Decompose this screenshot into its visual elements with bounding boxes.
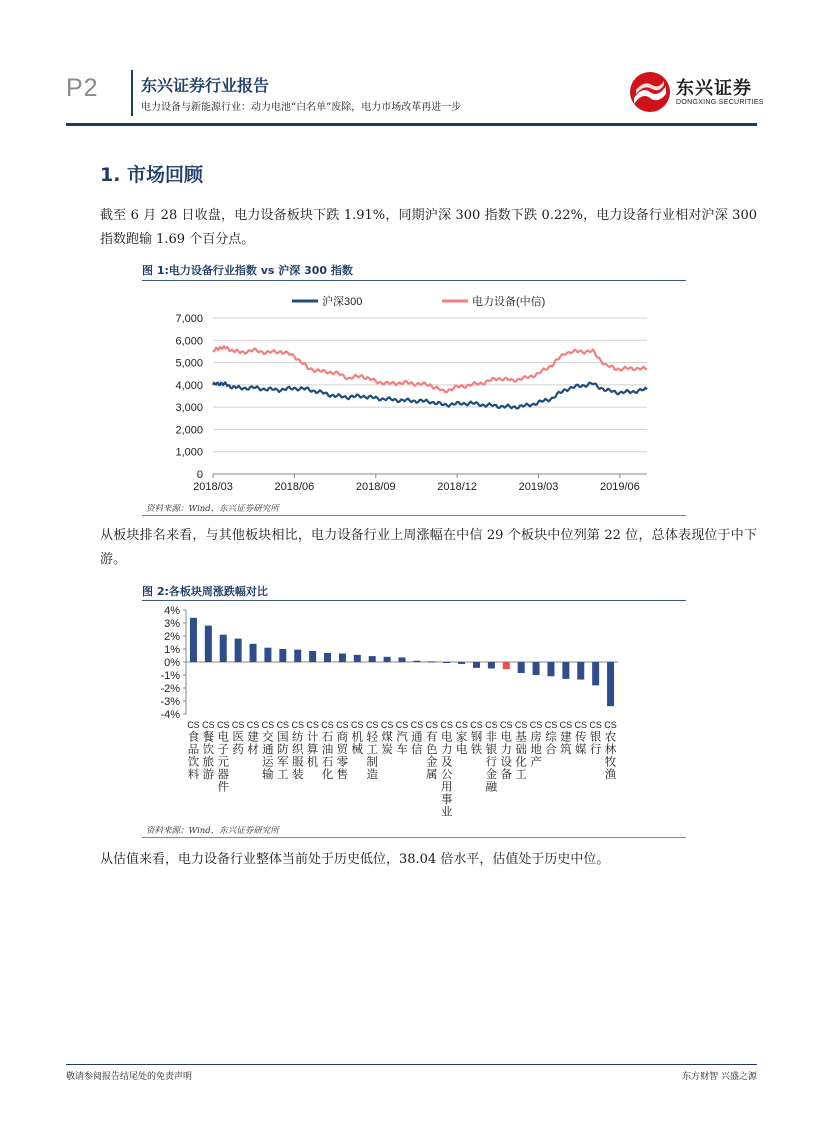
legend-label: 沪深300 (322, 296, 363, 308)
category-label: CS 传媒 (574, 720, 588, 756)
logo-mark-icon (630, 72, 670, 112)
bar-13 (384, 657, 391, 662)
category-label: CS 食品饮料 (187, 720, 200, 781)
footer-rule (66, 1064, 757, 1065)
header-rule (66, 123, 757, 126)
category-label: CS 电力及公用事业 (440, 720, 453, 819)
bar-9 (324, 653, 331, 662)
figure-1-rule (142, 280, 686, 281)
category-label: CS 房地产 (529, 720, 543, 769)
bar-28 (607, 662, 614, 706)
y-tick-label: -2% (160, 683, 180, 695)
paragraph-2: 从板块排名来看，与其他板块相比，电力设备行业上周涨幅在中信 29 个板块中位列第 22 位，总体表现位于中下游。 (100, 528, 757, 567)
bar-16 (428, 661, 435, 662)
section-title: 1. 市场回顾 (100, 164, 204, 186)
category-label: CS 综合 (544, 720, 558, 756)
category-label: CS 煤炭 (380, 720, 394, 756)
bar-8 (309, 651, 316, 662)
bar-14 (399, 657, 406, 662)
bar-15 (413, 661, 420, 662)
bar-7 (294, 650, 301, 662)
x-tick-label: 2018/12 (437, 481, 478, 493)
category-label: CS 商贸零售 (336, 720, 349, 781)
y-tick-label: 4% (164, 605, 180, 617)
category-label: CS 国防军工 (276, 720, 290, 781)
category-label: CS 计算机 (306, 720, 319, 769)
bar-24 (547, 662, 554, 676)
footer-slogan: 东方财智 兴盛之源 (682, 1072, 757, 1082)
bar-10 (339, 654, 346, 662)
y-tick-label: -4% (160, 709, 180, 721)
category-label: CS 建材 (246, 720, 260, 756)
category-label: CS 轻工制造 (365, 720, 379, 781)
y-tick-label: 6,000 (175, 335, 203, 348)
bar-4 (250, 644, 257, 662)
y-tick-label: 2% (164, 631, 180, 643)
category-label: CS 交通运输 (261, 720, 275, 781)
bar-20 (488, 662, 495, 669)
y-tick-label: 1% (164, 644, 180, 656)
bar-6 (279, 649, 286, 662)
category-label: CS 通信 (410, 720, 424, 756)
legend-label: 电力设备(中信) (472, 296, 546, 308)
y-tick-label: 1,000 (175, 446, 203, 459)
category-label: CS 汽车 (395, 720, 409, 756)
company-logo (630, 68, 764, 114)
y-tick-label: 3,000 (175, 402, 203, 415)
category-label: CS 医药 (231, 720, 245, 756)
category-label: CS 餐饮旅游 (202, 720, 215, 781)
figure-2-rule (142, 600, 686, 601)
figure-2-title: 图 2:各板块周涨跌幅对比 (142, 585, 268, 598)
figure-1-source: 资料来源：Wind，东兴证券研究所 (146, 504, 279, 514)
page-number: P2 (66, 74, 99, 102)
category-label: CS 建筑 (559, 720, 573, 756)
paragraph-1: 截至 6 月 28 日收盘，电力设备板块下跌 1.91%，同期沪深 300 指数下跌 0.22%，电力设备行业相对沪深 300 指数跑输 1.69 个百分点。 (100, 208, 757, 247)
category-label: CS 农林牧渔 (604, 720, 617, 781)
y-tick-label: 0% (164, 657, 180, 669)
category-label: CS 石油石化 (321, 720, 334, 781)
category-label: CS 有色金属 (425, 720, 439, 781)
bar-17 (443, 662, 450, 663)
figure-2-bottom-rule (142, 837, 686, 838)
bar-25 (562, 662, 569, 679)
x-tick-label: 2019/03 (518, 481, 559, 493)
bar-2 (220, 635, 227, 662)
bar-27 (592, 662, 599, 685)
bar-0 (190, 618, 197, 662)
figure-2-source: 资料来源：Wind，东兴证券研究所 (146, 826, 279, 836)
x-tick-label: 2018/03 (193, 481, 233, 493)
bar-chart (142, 602, 686, 820)
y-tick-label: 3% (164, 618, 180, 630)
y-tick-label: -3% (160, 696, 180, 708)
logo-text-en: DONGXING SECURITIES (676, 99, 764, 106)
header-divider (131, 70, 133, 116)
report-title: 东兴证券行业报告 (141, 76, 270, 95)
footer-disclaimer: 敬请参阅报告结尾处的免责声明 (66, 1072, 193, 1082)
paragraph-3: 从估值来看，电力设备行业整体当前处于历史低位，38.04 倍水平，估值处于历史中位。 (100, 852, 610, 867)
bar-19 (473, 662, 480, 668)
y-tick-label: -1% (160, 670, 180, 682)
line-chart (142, 282, 686, 500)
y-tick-label: 5,000 (175, 357, 203, 370)
bar-5 (264, 648, 271, 662)
bar-21 (503, 662, 510, 669)
x-tick-label: 2018/09 (355, 481, 396, 493)
y-tick-label: 2,000 (175, 424, 203, 437)
category-label: CS 纺织服装 (291, 720, 304, 781)
figure-1-bottom-rule (142, 515, 686, 516)
x-tick-label: 2019/06 (599, 481, 640, 493)
category-label: CS 电力设备 (500, 720, 513, 781)
y-tick-label: 0 (196, 469, 203, 481)
x-tick-label: 2018/06 (274, 481, 315, 493)
bar-26 (577, 662, 584, 680)
bar-23 (533, 662, 540, 675)
bar-22 (518, 662, 525, 673)
bar-11 (354, 655, 361, 662)
series-line-hs300 (213, 382, 647, 408)
y-tick-label: 7,000 (175, 313, 203, 325)
category-label: CS 基础化工 (514, 720, 528, 781)
bar-3 (235, 639, 242, 662)
y-tick-label: 4,000 (175, 379, 203, 392)
category-label: CS 电子元器件 (216, 720, 230, 794)
logo-text-cn: 东兴证券 (676, 78, 752, 99)
category-label: CS 银行 (589, 720, 602, 756)
bar-12 (369, 656, 376, 662)
category-label: CS 家电 (455, 720, 468, 756)
bar-18 (458, 662, 465, 664)
category-label: CS 钢铁 (470, 720, 483, 756)
report-subtitle: 电力设备与新能源行业：动力电池“白名单”废除，电力市场改革再进一步 (141, 102, 462, 113)
figure-1-title: 图 1:电力设备行业指数 vs 沪深 300 指数 (142, 264, 353, 277)
bar-1 (205, 626, 212, 662)
category-label: CS 机械 (351, 720, 364, 756)
category-label: CS 非银行金融 (485, 720, 498, 794)
